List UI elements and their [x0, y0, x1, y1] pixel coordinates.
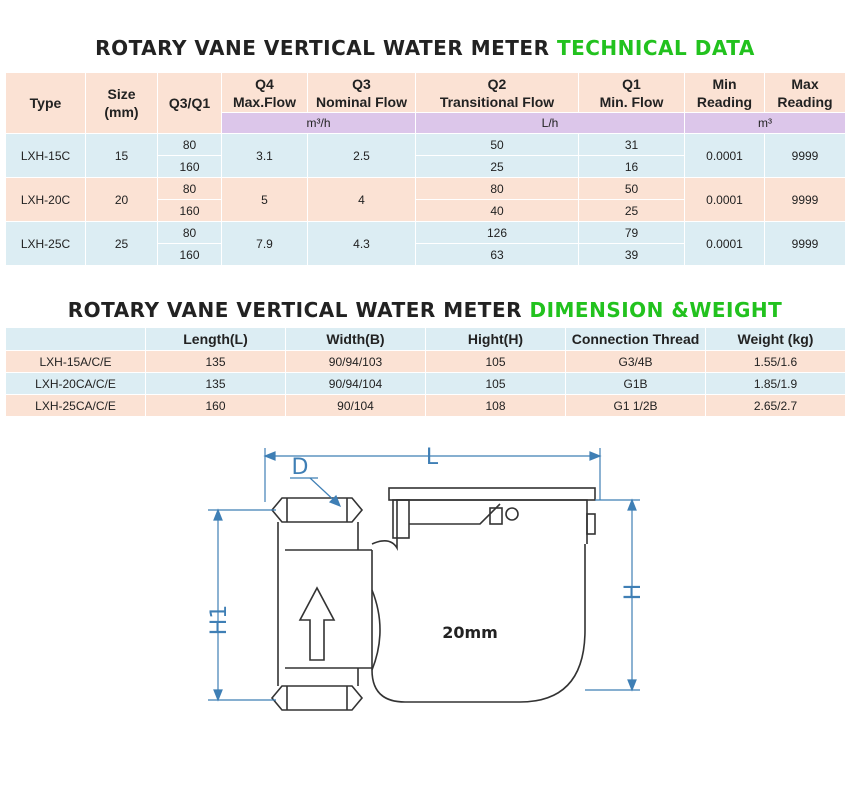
technical-data-table [5, 72, 846, 266]
cell-width: 90/94/103 [286, 351, 426, 373]
header-q2: Q2 Transitional Flow [416, 73, 579, 113]
cell-max: 9999 [765, 178, 846, 222]
tech-title-main: ROTARY VANE VERTICAL WATER METER [95, 36, 550, 60]
header-min-reading: Min Reading [685, 73, 765, 113]
cell-model: LXH-15A/C/E [6, 351, 146, 373]
cell-width: 90/94/104 [286, 373, 426, 395]
cell-max: 9999 [765, 222, 846, 266]
cell-q2: 63 [416, 244, 579, 266]
cell-model: LXH-25CA/C/E [6, 395, 146, 417]
cell-type: LXH-15C [6, 134, 86, 178]
flow-arrow-icon [300, 588, 334, 660]
cell-thread: G1 1/2B [566, 395, 706, 417]
cell-min: 0.0001 [685, 222, 765, 266]
cell-size: 25 [86, 222, 158, 266]
water-meter-drawing [190, 440, 650, 780]
cell-type: LXH-25C [6, 222, 86, 266]
table-row [6, 134, 846, 156]
cell-size: 15 [86, 134, 158, 178]
header-type: Type [6, 73, 86, 134]
cell-q3q1: 80 [158, 222, 222, 244]
cell-length: 135 [146, 373, 286, 395]
cell-min: 0.0001 [685, 178, 765, 222]
header-max-reading: Max Reading [765, 73, 846, 113]
d-label: D [291, 455, 309, 480]
cell-min: 0.0001 [685, 134, 765, 178]
tech-title [0, 36, 850, 60]
header-q4: Q4 Max.Flow [222, 73, 308, 113]
dimension-weight-table [5, 327, 846, 417]
table-row [6, 178, 846, 200]
cell-length: 135 [146, 351, 286, 373]
cell-length: 160 [146, 395, 286, 417]
dim-header-height: Hight(H) [426, 328, 566, 351]
cell-q4: 3.1 [222, 134, 308, 178]
tech-title-highlight: TECHNICAL DATA [556, 36, 755, 60]
h-label: H [621, 583, 646, 601]
unit-m3: m³ [685, 113, 846, 134]
table-row [6, 373, 846, 395]
cell-q1: 39 [579, 244, 685, 266]
cell-q3q1: 160 [158, 200, 222, 222]
table-row [6, 222, 846, 244]
cell-q3q1: 80 [158, 178, 222, 200]
cell-q1: 79 [579, 222, 685, 244]
dim-header-weight: Weight (kg) [706, 328, 846, 351]
unit-m3h: m³/h [222, 113, 416, 134]
dim-header-width: Width(B) [286, 328, 426, 351]
dim-header-thread: Connection Thread [566, 328, 706, 351]
cell-q2: 126 [416, 222, 579, 244]
cell-q2: 40 [416, 200, 579, 222]
cell-max: 9999 [765, 134, 846, 178]
table-row [6, 351, 846, 373]
cell-q1: 25 [579, 200, 685, 222]
l-label: L [425, 445, 439, 470]
cell-q4: 7.9 [222, 222, 308, 266]
cell-model: LXH-20CA/C/E [6, 373, 146, 395]
header-q3q1: Q3/Q1 [158, 73, 222, 134]
cell-q2: 25 [416, 156, 579, 178]
cell-thread: G1B [566, 373, 706, 395]
cell-thread: G3/4B [566, 351, 706, 373]
cell-weight: 1.85/1.9 [706, 373, 846, 395]
size-label: 20mm [442, 623, 498, 642]
dim-title-highlight: DIMENSION &WEIGHT [529, 298, 783, 322]
cell-width: 90/104 [286, 395, 426, 417]
cell-q3: 4.3 [308, 222, 416, 266]
cell-height: 105 [426, 373, 566, 395]
unit-lh: L/h [416, 113, 685, 134]
header-q3: Q3 Nominal Flow [308, 73, 416, 113]
cell-q1: 50 [579, 178, 685, 200]
dim-header-length: Length(L) [146, 328, 286, 351]
cell-type: LXH-20C [6, 178, 86, 222]
pipe-body-shape [278, 522, 358, 686]
cell-q1: 16 [579, 156, 685, 178]
cell-q2: 50 [416, 134, 579, 156]
cell-q3: 4 [308, 178, 416, 222]
cell-q2: 80 [416, 178, 579, 200]
cell-q4: 5 [222, 178, 308, 222]
cell-height: 108 [426, 395, 566, 417]
h1-label: H1 [207, 604, 232, 636]
cell-q1: 31 [579, 134, 685, 156]
bottom-nut-shape [272, 686, 362, 710]
header-size: Size (mm) [86, 73, 158, 134]
cell-q3: 2.5 [308, 134, 416, 178]
cell-q3q1: 160 [158, 244, 222, 266]
dim-title-main: ROTARY VANE VERTICAL WATER METER [67, 298, 523, 322]
cell-height: 105 [426, 351, 566, 373]
top-nut-shape [272, 498, 362, 522]
table-row [6, 395, 846, 417]
cell-size: 20 [86, 178, 158, 222]
cell-weight: 2.65/2.7 [706, 395, 846, 417]
cell-q3q1: 80 [158, 134, 222, 156]
dim-title [0, 298, 850, 322]
cell-weight: 1.55/1.6 [706, 351, 846, 373]
header-q1: Q1 Min. Flow [579, 73, 685, 113]
dim-header [6, 328, 146, 351]
cell-q3q1: 160 [158, 156, 222, 178]
